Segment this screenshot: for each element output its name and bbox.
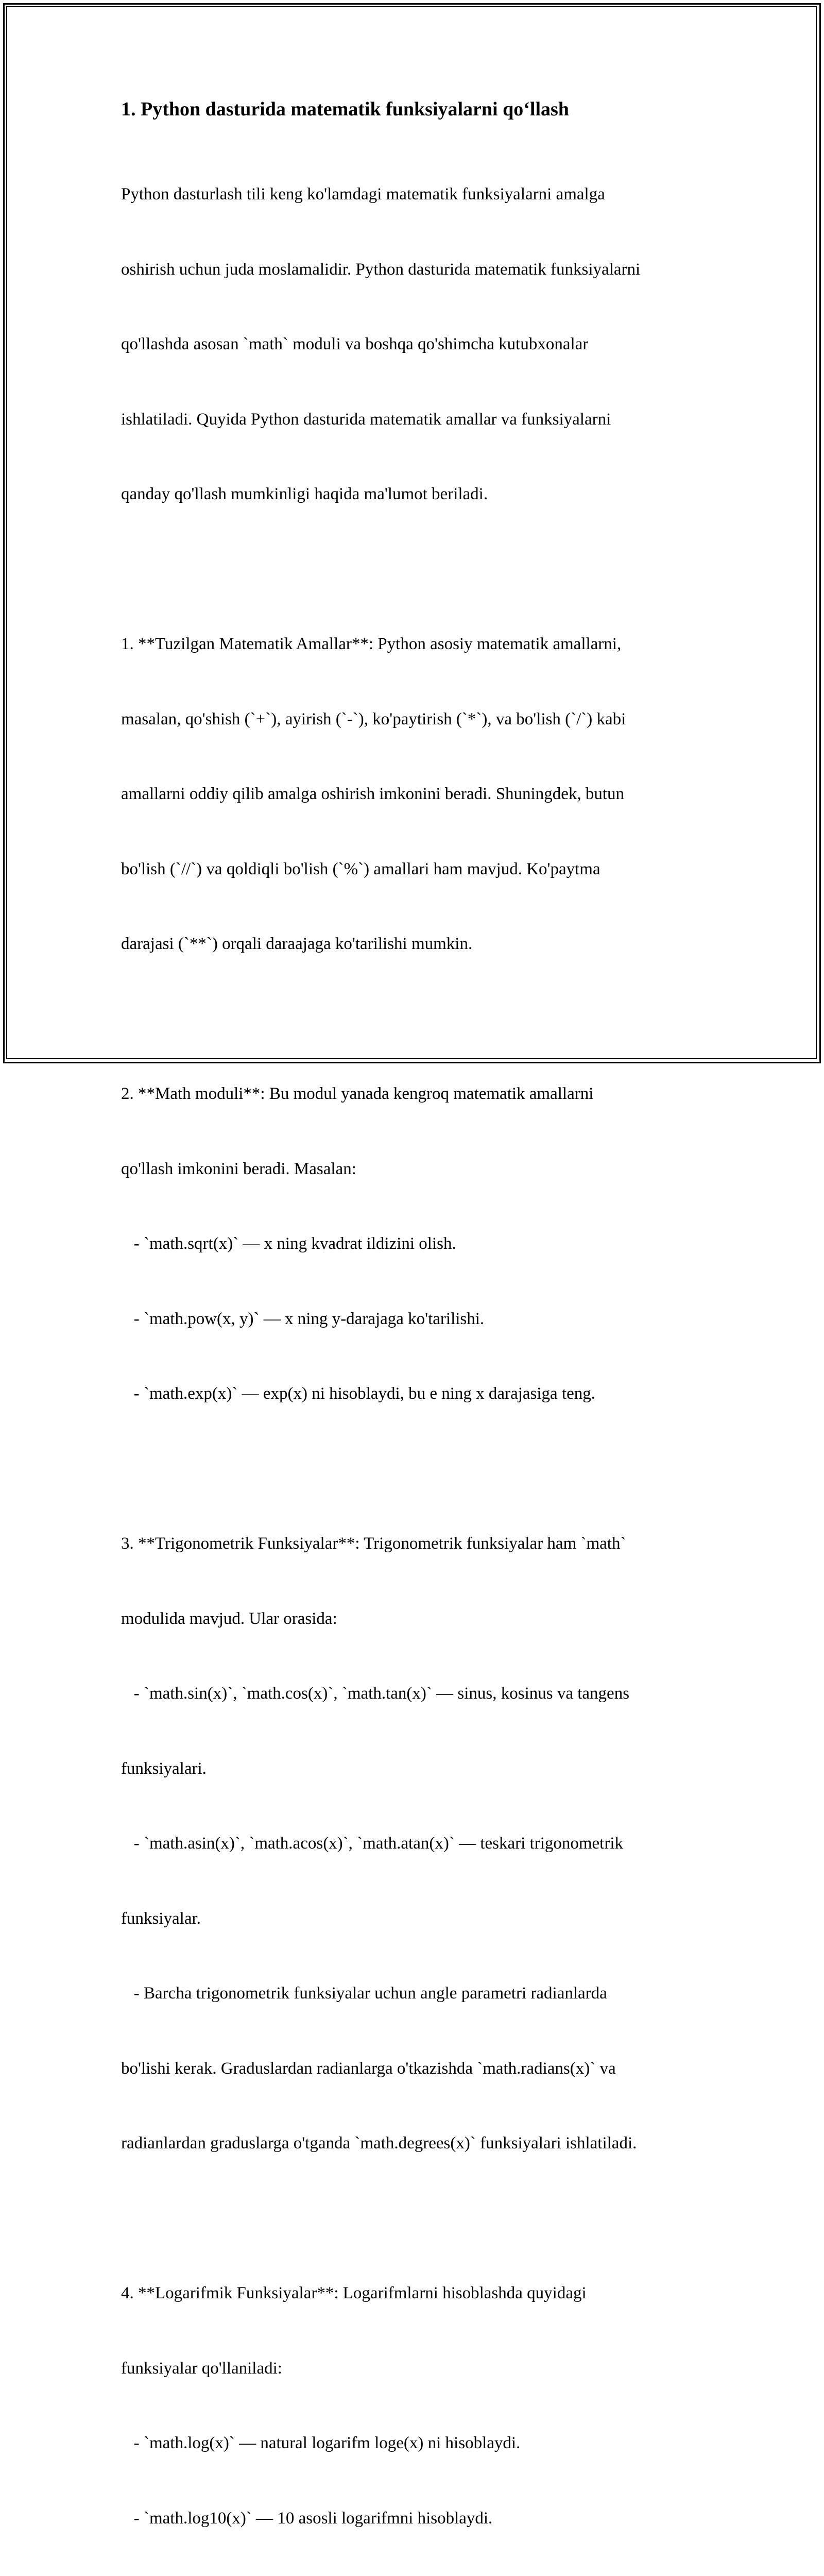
- list-item: - `math.sin(x)`, `math.cos(x)`, `math.tan(x)` — sinus, kosinus va tangens: [121, 1684, 630, 1703]
- text-line: qo'llash imkonini beradi. Masalan:: [121, 1159, 356, 1178]
- paragraph-math-module: [121, 1031, 713, 1456]
- text-line: funksiyalar.: [121, 1909, 201, 1928]
- paragraph-trigonometric: [121, 1481, 713, 2206]
- text-line: 2. **Math moduli**: Bu modul yanada kengroq matematik amallarni: [121, 1084, 594, 1103]
- text-line: funksiyalar qo'llaniladi:: [121, 2359, 282, 2378]
- text-line: 4. **Logarifmik Funksiyalar**: Logarifmlarni hisoblashda quyidagi: [121, 2284, 587, 2302]
- text-line: Python dasturlash tili keng ko'lamdagi matematik funksiyalarni amalga: [121, 185, 605, 204]
- list-item: - `math.pow(x, y)` — x ning y-darajaga ko'tarilishi.: [121, 1309, 485, 1328]
- text-line: 1. **Tuzilgan Matematik Amallar**: Python asosiy matematik amallarni,: [121, 635, 622, 653]
- paragraph-logarithmic: [121, 2231, 713, 2576]
- text-line: amallarni oddiy qilib amalga oshirish imkonini beradi. Shuningdek, butun: [121, 785, 625, 803]
- list-item: - `math.sqrt(x)` — x ning kvadrat ildizini olish.: [121, 1234, 456, 1253]
- list-item: - `math.exp(x)` — exp(x) ni hisoblaydi, bu e ning x darajasiga teng.: [121, 1384, 596, 1403]
- text-line: radianlardan graduslarga o'tganda `math.degrees(x)` funksiyalari ishlatiladi.: [121, 2134, 637, 2153]
- text-line: qo'llashda asosan `math` moduli va boshqa qo'shimcha kutubxonalar: [121, 335, 589, 353]
- text-line: darajasi (`**`) orqali daraajaga ko'tarilishi mumkin.: [121, 935, 473, 953]
- text-line: modulida mavjud. Ular orasida:: [121, 1609, 337, 1628]
- paragraph-basic-operations: [121, 582, 713, 1007]
- list-item: - `math.log10(x)` — 10 asosli logarifmni hisoblaydi.: [121, 2509, 493, 2528]
- text-line: ishlatiladi. Quyida Python dasturida matematik amallar va funksiyalarni: [121, 410, 611, 429]
- text-line: funksiyalari.: [121, 1759, 207, 1778]
- text-line: masalan, qo'shish (`+`), ayirish (`-`), ko'paytirish (`*`), va bo'lish (`/`) kabi: [121, 709, 626, 728]
- list-item: - `math.log(x)` — natural logarifm loge(x) ni hisoblaydi.: [121, 2434, 521, 2452]
- list-item: - `math.asin(x)`, `math.acos(x)`, `math.atan(x)` — teskari trigonometrik: [121, 1834, 623, 1853]
- document-body: [121, 96, 713, 2576]
- text-line: qanday qo'llash mumkinligi haqida ma'lumot beriladi.: [121, 485, 488, 503]
- text-line: bo'lishi kerak. Graduslardan radianlarga o'tkazishda `math.radians(x)` va: [121, 2059, 616, 2078]
- text-line: oshirish uchun juda moslamalidir. Python dasturida matematik funksiyalarni: [121, 260, 641, 279]
- text-line: 3. **Trigonometrik Funksiyalar**: Trigonometrik funksiyalar ham `math`: [121, 1534, 626, 1553]
- list-item: - Barcha trigonometrik funksiyalar uchun angle parametri radianlarda: [121, 1984, 607, 2003]
- text-line: bo'lish (`//`) va qoldiqli bo'lish (`%`) amallari ham mavjud. Ko'paytma: [121, 859, 600, 878]
- document-title: 1. Python dasturida matematik funksiyalarni qo‘llash: [121, 98, 569, 120]
- paragraph-intro: [121, 132, 713, 557]
